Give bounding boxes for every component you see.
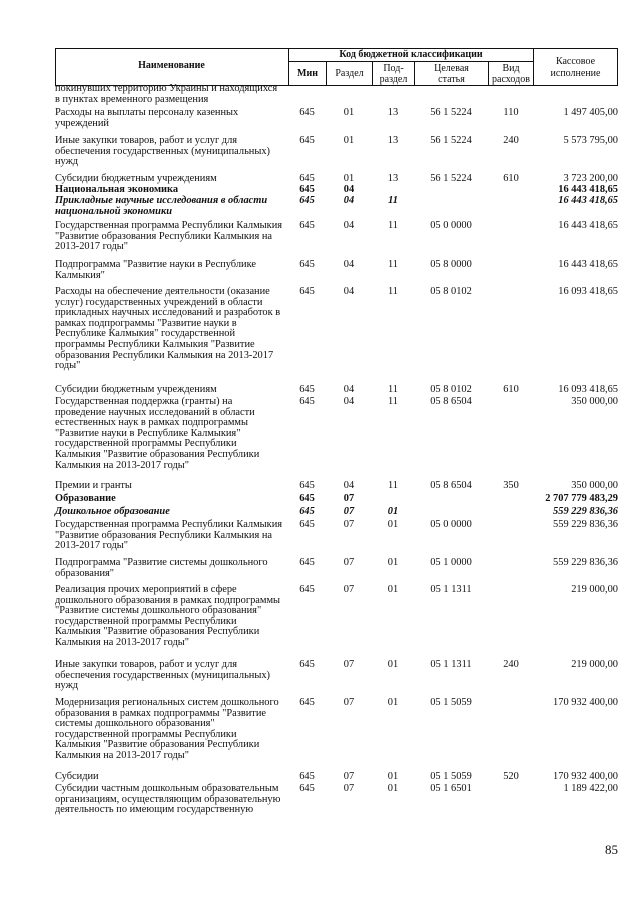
cell-podr: 01 xyxy=(387,659,399,670)
cell-cs: 05 0 0000 xyxy=(430,519,472,530)
cell-min: 645 xyxy=(299,195,315,206)
cell-name: Субсидии xyxy=(55,771,99,782)
cell-name: Дошкольное образование xyxy=(55,506,170,517)
cell-cs: 05 1 1311 xyxy=(430,584,472,595)
cell-podr: 13 xyxy=(387,107,399,118)
cell-razdel: 04 xyxy=(343,286,355,297)
cell-cs: 56 1 5224 xyxy=(430,135,472,146)
cell-min: 645 xyxy=(299,286,315,297)
cell-razdel: 07 xyxy=(343,557,355,568)
header-podrazdel-2: раздел xyxy=(379,74,408,85)
cell-kass: 350 000,00 xyxy=(571,396,618,407)
cell-kass: 16 093 418,65 xyxy=(558,384,618,395)
cell-min: 645 xyxy=(299,493,315,504)
cell-name: Государственная программа Республики Калмыкия "Развитие образования Республики Калмыкия на 2013-2017 годы" xyxy=(55,220,283,253)
header-min: Мин xyxy=(297,68,318,79)
cell-kass: 219 000,00 xyxy=(571,659,618,670)
cell-kass: 219 000,00 xyxy=(571,584,618,595)
cell-podr: 11 xyxy=(388,195,398,206)
cell-min: 645 xyxy=(299,184,315,195)
cell-cs: 05 8 0000 xyxy=(430,259,472,270)
cell-name: Подпрограмма "Развитие системы дошкольного образования" xyxy=(55,557,268,579)
cell-name: Иные закупки товаров, работ и услуг для обеспечения государственных (муниципальных) нужд xyxy=(55,135,271,168)
cell-name: Прикладные научные исследования в области национальной экономики xyxy=(55,195,268,217)
cell-min: 645 xyxy=(299,659,315,670)
cell-podr: 01 xyxy=(387,584,399,595)
header-cs-2: статья xyxy=(438,74,465,85)
cell-name: Государственная программа Республики Калмыкия "Развитие образования Республики Калмыкия на 2013-2017 годы" xyxy=(55,519,283,552)
header-name: Наименование xyxy=(138,60,205,71)
cell-podr: 11 xyxy=(387,480,398,491)
header-kass-2: исполнение xyxy=(550,68,601,79)
cell-cs: 05 1 0000 xyxy=(430,557,472,568)
cell-razdel: 07 xyxy=(343,697,355,708)
cell-cs: 56 1 5224 xyxy=(430,107,472,118)
cell-name: Субсидии бюджетным учреждениям xyxy=(55,384,217,395)
cell-cs: 05 8 6504 xyxy=(430,396,472,407)
header-code-group: Код бюджетной классификации xyxy=(339,49,483,60)
cell-name: Реализация прочих мероприятий в сфере дошкольного образования в рамках подпрограммы "Развитие системы дошкольного образования" государственной программы Республики Калмыкия "Развитие образования Республики Калмыкия на 2013-2017 годы" xyxy=(55,584,281,648)
cell-kass: 16 443 418,65 xyxy=(558,220,618,231)
cell-podr: 11 xyxy=(387,396,398,407)
cell-vid: 610 xyxy=(503,173,519,184)
cell-razdel: 07 xyxy=(343,584,355,595)
cell-cs: 05 0 0000 xyxy=(430,220,472,231)
cell-min: 645 xyxy=(299,519,315,530)
cell-name: Премии и гранты xyxy=(55,480,132,491)
cell-razdel: 04 xyxy=(343,184,355,195)
cell-min: 645 xyxy=(299,107,315,118)
header-razdel: Раздел xyxy=(335,68,364,79)
cell-razdel: 04 xyxy=(343,396,355,407)
cell-name: Субсидии бюджетным учреждениям xyxy=(55,173,217,184)
cell-min: 645 xyxy=(299,396,315,407)
cell-vid: 110 xyxy=(503,107,519,118)
header-cs-1: Целевая xyxy=(434,63,469,74)
cell-vid: 240 xyxy=(503,659,519,670)
header-kass-1: Кассовое xyxy=(555,56,596,67)
cell-kass: 350 000,00 xyxy=(571,480,618,491)
cell-kass: 3 723 200,00 xyxy=(563,173,618,184)
page-number: 85 xyxy=(605,842,618,857)
cell-vid: 520 xyxy=(503,771,519,782)
cell-min: 645 xyxy=(299,783,315,794)
cell-kass: 559 229 836,36 xyxy=(553,506,618,517)
cell-kass: 1 189 422,00 xyxy=(563,783,618,794)
cell-name: Государственная поддержка (гранты) на проведение научных исследований в области естественных наук в рамках подпрограммы "Развитие науки в Республике Калмыкия" государственной программы Республики Калмыкия "Развитие образования Республики Калмыкия на 2013-2017 годы" xyxy=(55,396,260,471)
cell-cs: 05 1 1311 xyxy=(430,659,472,670)
cell-min: 645 xyxy=(299,384,315,395)
header-vid-2: расходов xyxy=(492,74,530,85)
cell-kass: 1 497 405,00 xyxy=(563,107,618,118)
cell-razdel: 04 xyxy=(343,480,355,491)
cell-vid: 350 xyxy=(503,480,519,491)
cell-name: Образование xyxy=(55,493,116,504)
cell-podr: 11 xyxy=(387,384,398,395)
cell-kass: 5 573 795,00 xyxy=(563,135,618,146)
cell-podr: 11 xyxy=(387,259,398,270)
cell-podr: 01 xyxy=(387,506,399,517)
cell-min: 645 xyxy=(299,220,315,231)
cell-min: 645 xyxy=(299,173,315,184)
cell-razdel: 07 xyxy=(343,519,355,530)
cell-min: 645 xyxy=(299,584,315,595)
cell-name: Модернизация региональных систем дошкольного образования в рамках подпрограммы "Развитие системы дошкольного образования" государственной программы Республики Калмыкия "Развитие образования Республики Калмыкия на 2013-2017 годы" xyxy=(55,697,279,761)
cell-podr: 01 xyxy=(387,697,399,708)
cell-podr: 11 xyxy=(387,220,398,231)
cell-name: Национальная экономика xyxy=(55,184,179,195)
cell-name: Подпрограмма "Развитие науки в Республике Калмыкия" xyxy=(55,259,256,281)
cell-name: Субсидии частным дошкольным образовательным организациям, осуществляющим образовательную деятельность по имеющим государственную xyxy=(55,783,281,816)
cell-kass: 16 443 418,65 xyxy=(558,195,618,206)
cell-vid: 610 xyxy=(503,384,519,395)
cell-razdel: 01 xyxy=(343,107,355,118)
cell-name: Расходы на обеспечение деятельности (оказание услуг) государственных учреждений в области прикладных научных исследований и разработок в рамках подпрограммы "Развитие науки в Республике Калмыкия" государственной программы Республики Калмыкия "Развитие образования Республики Калмыкия на 2013-2017 годы" xyxy=(55,286,281,372)
cell-razdel: 07 xyxy=(343,506,355,517)
cell-razdel: 04 xyxy=(343,259,355,270)
cell-min: 645 xyxy=(299,506,315,517)
cell-kass: 559 229 836,36 xyxy=(553,557,618,568)
cell-podr: 11 xyxy=(387,286,398,297)
cell-cs: 05 8 0102 xyxy=(430,384,472,395)
cell-razdel: 07 xyxy=(343,771,355,782)
cell-name: Иные закупки товаров, работ и услуг для обеспечения государственных (муниципальных) нужд xyxy=(55,659,271,692)
cell-cs: 05 1 5059 xyxy=(430,771,472,782)
cell-kass: 16 443 418,65 xyxy=(558,259,618,270)
cell-min: 645 xyxy=(299,259,315,270)
cell-podr: 01 xyxy=(387,771,399,782)
cell-razdel: 01 xyxy=(343,173,355,184)
cell-min: 645 xyxy=(299,697,315,708)
cell-razdel: 07 xyxy=(343,493,355,504)
cell-cs: 05 1 5059 xyxy=(430,697,472,708)
cell-podr: 13 xyxy=(387,135,399,146)
cell-razdel: 04 xyxy=(343,384,355,395)
cell-kass: 2 707 779 483,29 xyxy=(545,493,618,504)
cell-razdel: 07 xyxy=(343,659,355,670)
cell-kass: 559 229 836,36 xyxy=(553,519,618,530)
cell-cs: 05 1 6501 xyxy=(430,783,472,794)
header-podrazdel-1: Под- xyxy=(383,63,404,74)
cell-razdel: 04 xyxy=(343,220,355,231)
cell-kass: 170 932 400,00 xyxy=(553,697,618,708)
cell-min: 645 xyxy=(299,557,315,568)
cell-razdel: 07 xyxy=(343,783,355,794)
cell-kass: 16 443 418,65 xyxy=(558,184,618,195)
cell-podr: 01 xyxy=(387,557,399,568)
cell-kass: 170 932 400,00 xyxy=(553,771,618,782)
cell-min: 645 xyxy=(299,771,315,782)
cell-cs: 05 8 6504 xyxy=(430,480,472,491)
cell-vid: 240 xyxy=(503,135,519,146)
cell-podr: 01 xyxy=(387,783,399,794)
cell-podr: 13 xyxy=(387,173,399,184)
header-vid-1: Вид xyxy=(502,63,520,74)
cell-name: покинувших территорию Украины и находящихся в пунктах временного размещения xyxy=(55,83,278,105)
cell-min: 645 xyxy=(299,135,315,146)
cell-razdel: 04 xyxy=(343,195,355,206)
cell-cs: 05 8 0102 xyxy=(430,286,472,297)
table-header xyxy=(55,48,618,86)
cell-razdel: 01 xyxy=(343,135,355,146)
cell-cs: 56 1 5224 xyxy=(430,173,472,184)
cell-kass: 16 093 418,65 xyxy=(558,286,618,297)
cell-podr: 01 xyxy=(387,519,399,530)
cell-min: 645 xyxy=(299,480,315,491)
cell-name: Расходы на выплаты персоналу казенных учреждений xyxy=(55,107,239,129)
